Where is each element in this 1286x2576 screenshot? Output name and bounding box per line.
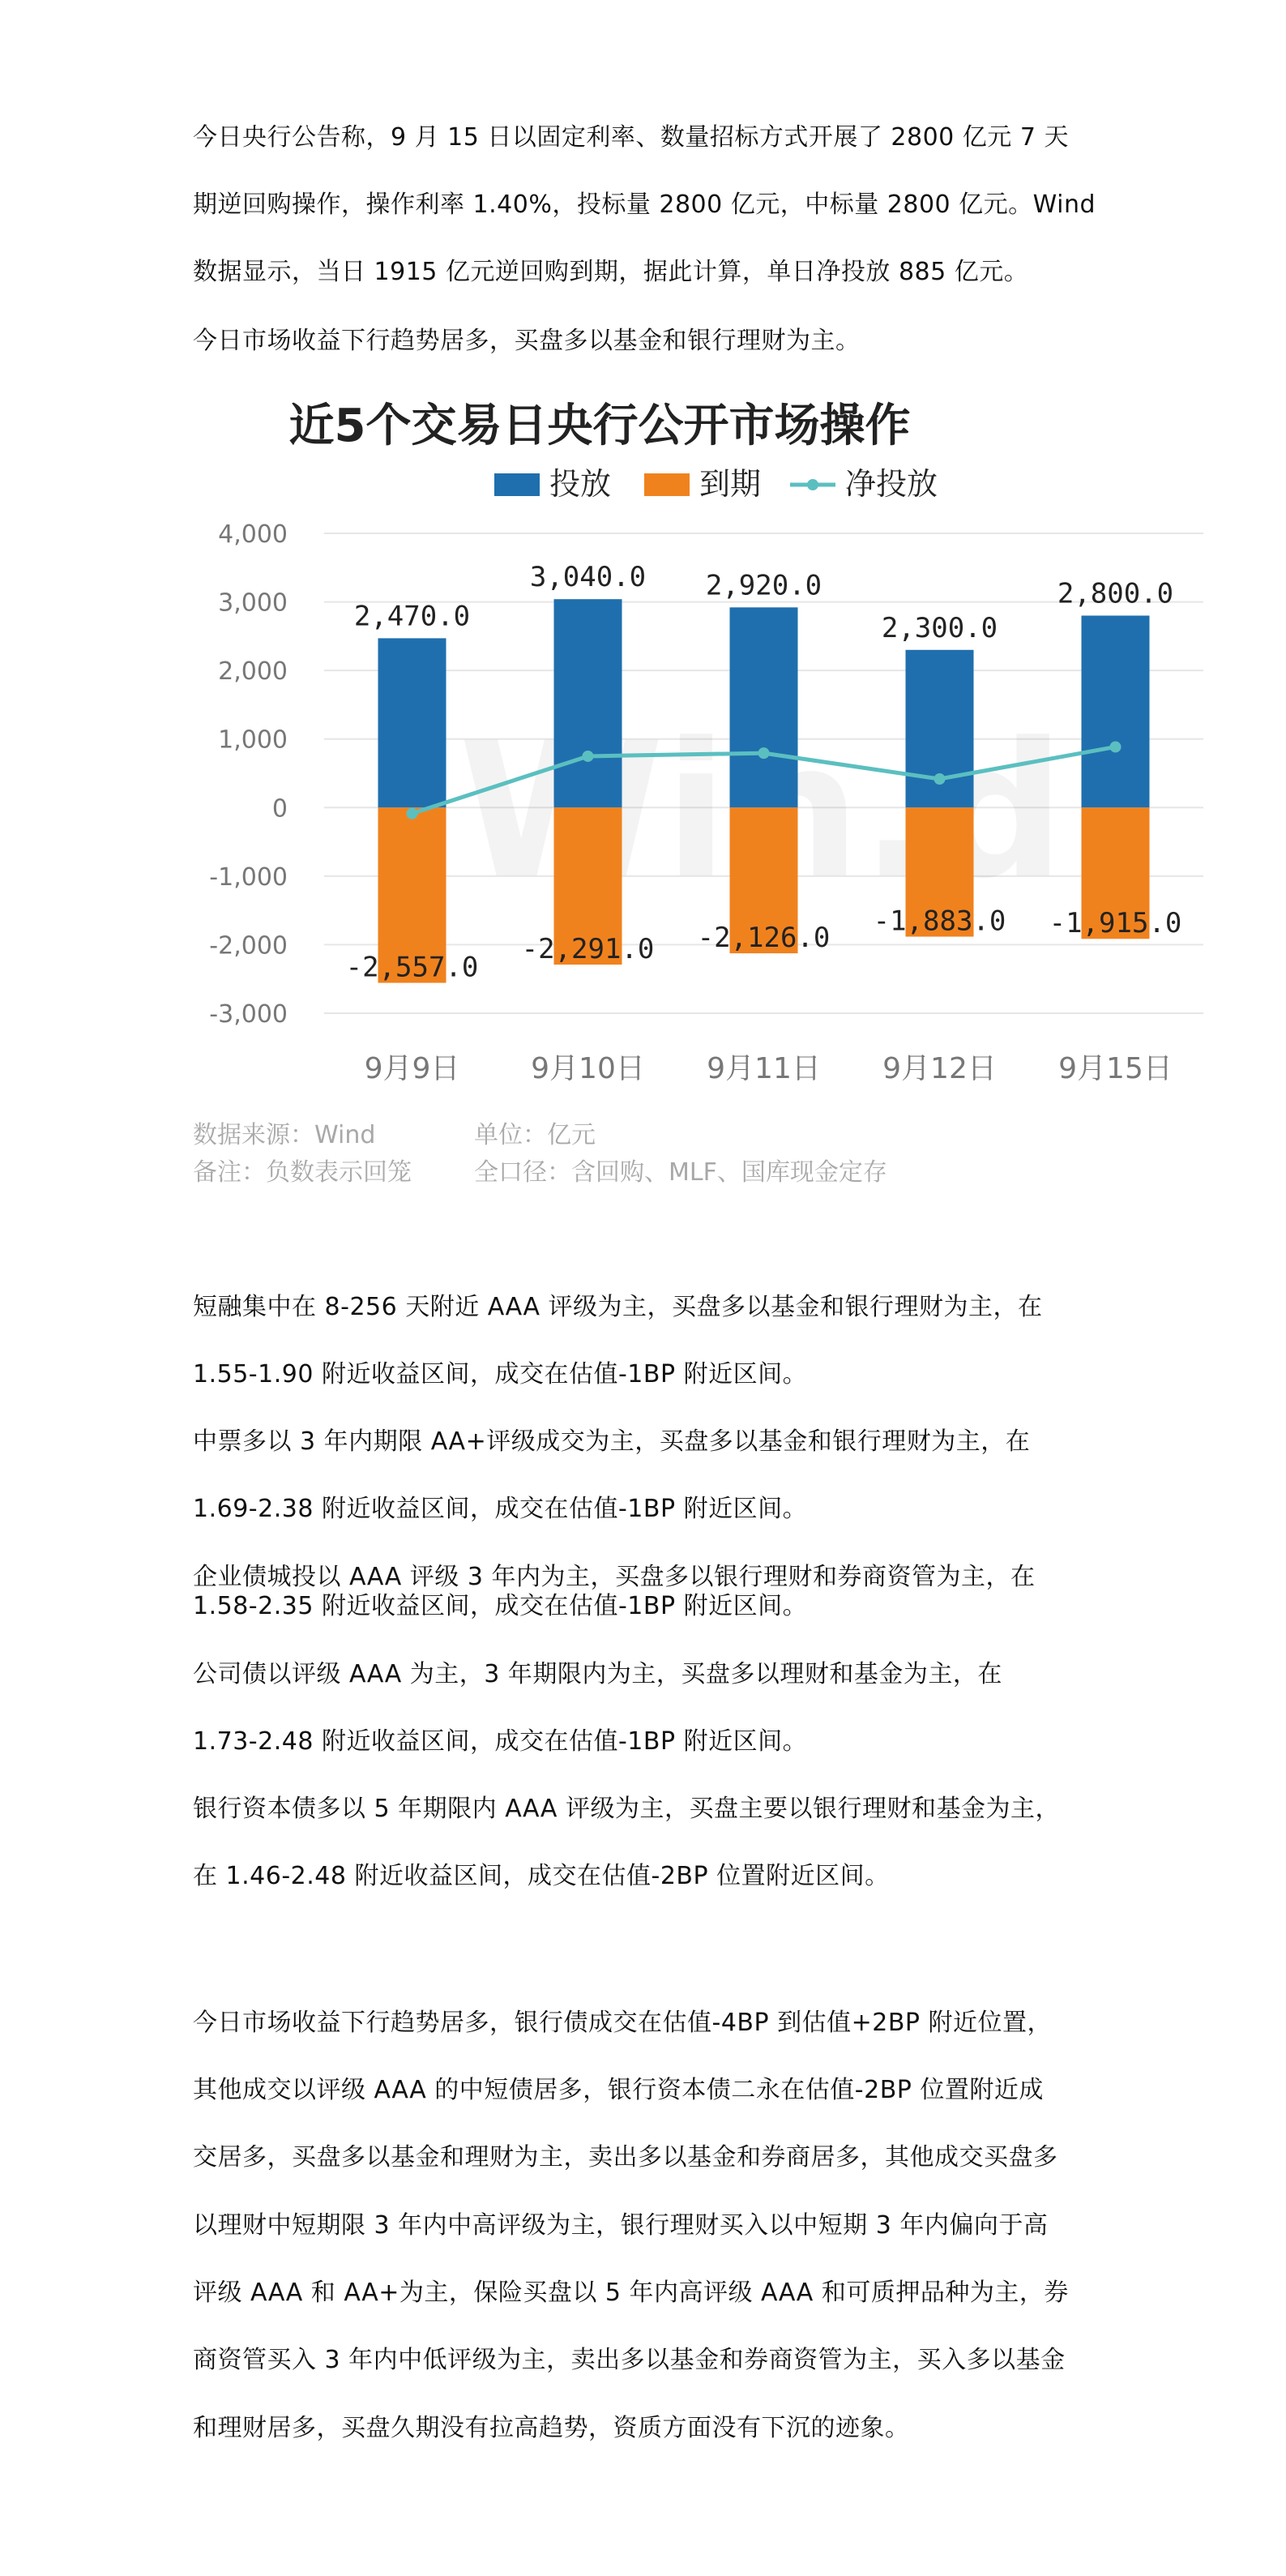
- footnote: 备注：负数表示回笼: [193, 1158, 412, 1187]
- y-tick-label: -1,000: [209, 862, 288, 892]
- legend-swatch: [644, 473, 690, 496]
- x-tick-label: 9月11日: [707, 1052, 821, 1085]
- net-point: [407, 808, 418, 819]
- pboc-operations-chart: [178, 373, 1232, 1216]
- data-label-issued: 3,040.0: [529, 561, 647, 594]
- data-label-issued: 2,800.0: [1057, 577, 1174, 610]
- legend-label: 净投放: [845, 466, 938, 502]
- bar-issued: [730, 607, 798, 807]
- text-line: 在 1.46-2.48 附近收益区间，成交在估值-2BP 位置附近区间。: [193, 1862, 890, 1890]
- text-line: 企业债城投以 AAA 评级 3 年内为主，买盘多以银行理财和券商资管为主，在: [193, 1563, 1036, 1591]
- text-line: 公司债以评级 AAA 为主，3 年期限内为主，买盘多以理财和基金为主，在: [193, 1660, 1002, 1688]
- y-axis: [209, 520, 288, 1029]
- data-label-matured: -2,126.0: [697, 922, 831, 955]
- text-line: 中票多以 3 年内期限 AA+评级成交为主，买盘多以基金和银行理财为主，在: [193, 1427, 1031, 1456]
- y-tick-label: 0: [271, 794, 288, 824]
- text-line: 商资管买入 3 年内中低评级为主，卖出多以基金和券商资管为主，买入多以基金: [193, 2346, 1066, 2374]
- text-line: 银行资本债多以 5 年期限内 AAA 评级为主，买盘主要以银行理财和基金为主，: [193, 1795, 1060, 1823]
- text-line: 短融集中在 8-256 天附近 AAA 评级为主，买盘多以基金和银行理财为主，在: [193, 1293, 1043, 1321]
- x-tick-label: 9月10日: [531, 1052, 645, 1085]
- y-tick-label: -3,000: [209, 1000, 288, 1029]
- data-label-matured: -1,883.0: [873, 905, 1006, 938]
- y-tick-label: 4,000: [218, 520, 288, 549]
- text-line: 其他成交以评级 AAA 的中短债居多，银行资本债二永在估值-2BP 位置附近成: [193, 2076, 1044, 2104]
- x-tick-label: 9月12日: [882, 1052, 997, 1085]
- data-label-issued: 2,470.0: [353, 600, 471, 633]
- net-point: [583, 751, 594, 762]
- text-line: 和理财居多，买盘久期没有拉高趋势，资质方面没有下沉的迹象。: [193, 2414, 910, 2442]
- footnote: 单位：亿元: [474, 1121, 596, 1149]
- text-line: 期逆回购操作，操作利率 1.40%，投标量 2800 亿元，中标量 2800 亿元。Wind: [193, 190, 1096, 219]
- text-line: 今日市场收益下行趋势居多，银行债成交在估值-4BP 到估值+2BP 附近位置，: [193, 2009, 1053, 2037]
- y-tick-label: 1,000: [218, 725, 288, 755]
- data-label-issued: 2,300.0: [881, 611, 998, 644]
- footnote: 全口径：含回购、MLF、国库现金定存: [474, 1158, 887, 1187]
- text-line: 今日央行公告称，9 月 15 日以固定利率、数量招标方式开展了 2800 亿元 7 天: [193, 123, 1069, 152]
- x-axis: [365, 1052, 1173, 1085]
- net-point: [1110, 741, 1122, 752]
- text-line: 评级 AAA 和 AA+为主，保险买盘以 5 年内高评级 AAA 和可质押品种为主，券: [193, 2279, 1069, 2307]
- legend-label: 到期: [699, 466, 762, 502]
- net-point: [934, 773, 946, 785]
- text-line: 交居多，买盘多以基金和理财为主，卖出多以基金和券商居多，其他成交买盘多: [193, 2143, 1058, 2172]
- chart-footnotes: [193, 1121, 887, 1187]
- text-line: 数据显示，当日 1915 亿元逆回购到期，据此计算，单日净投放 885 亿元。: [193, 258, 1029, 286]
- text-line: 以理财中短期限 3 年内中高评级为主，银行理财买入以中短期 3 年内偏向于高: [193, 2211, 1049, 2240]
- text-line: 1.55-1.90 附近收益区间，成交在估值-1BP 附近区间。: [193, 1360, 808, 1389]
- bar-issued: [554, 599, 622, 807]
- text-line: 1.58-2.35 附近收益区间，成交在估值-1BP 附近区间。: [193, 1592, 808, 1620]
- legend-swatch: [494, 473, 540, 496]
- data-label-matured: -2,557.0: [345, 951, 479, 984]
- legend-marker: [807, 479, 818, 490]
- legend-label: 投放: [549, 466, 612, 502]
- chart-title: 近5个交易日央行公开市场操作: [288, 400, 911, 452]
- text-line: 今日市场收益下行趋势居多，买盘多以基金和银行理财为主。: [193, 327, 861, 355]
- bar-issued: [1082, 615, 1150, 807]
- data-label-matured: -2,291.0: [521, 933, 655, 966]
- data-label-matured: -1,915.0: [1049, 907, 1182, 940]
- x-tick-label: 9月9日: [364, 1052, 460, 1085]
- y-tick-label: 2,000: [218, 657, 288, 687]
- y-tick-label: 3,000: [218, 588, 288, 618]
- x-tick-label: 9月15日: [1058, 1052, 1173, 1085]
- net-point: [758, 747, 770, 759]
- text-line: 1.69-2.38 附近收益区间，成交在估值-1BP 附近区间。: [193, 1495, 808, 1523]
- bar-issued: [378, 638, 446, 807]
- footnote: 数据来源：Wind: [193, 1121, 376, 1149]
- y-tick-label: -2,000: [209, 931, 288, 961]
- text-line: 1.73-2.48 附近收益区间，成交在估值-1BP 附近区间。: [193, 1727, 808, 1756]
- chart-legend: [494, 466, 938, 502]
- data-label-issued: 2,920.0: [705, 569, 822, 602]
